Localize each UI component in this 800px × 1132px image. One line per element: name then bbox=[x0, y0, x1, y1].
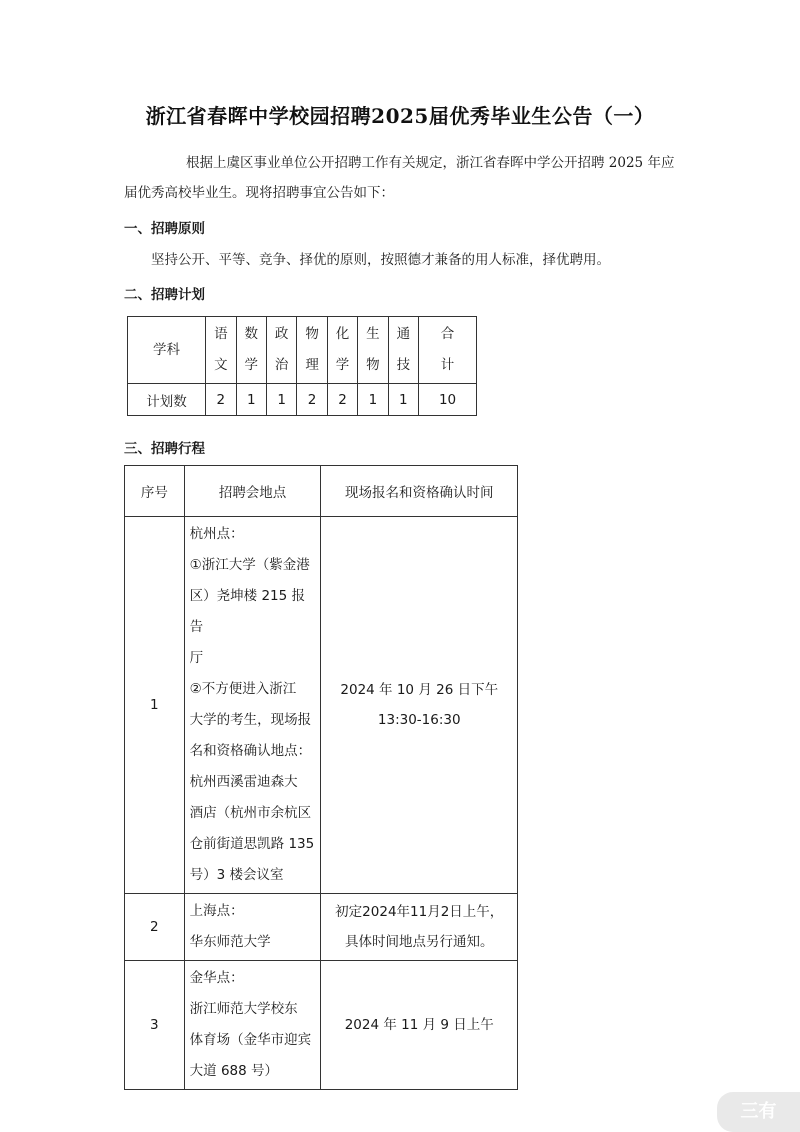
schedule-row bbox=[125, 894, 518, 961]
schedule-row-no: 3 bbox=[125, 961, 185, 1090]
schedule-row-time: 2024 年 10 月 26 日下午 13:30-16:30 bbox=[321, 517, 518, 894]
plan-count-cell: 1 bbox=[358, 384, 388, 416]
schedule-row-no: 2 bbox=[125, 894, 185, 961]
plan-subject-row bbox=[128, 317, 477, 384]
section-2-heading: 二、招聘计划 bbox=[124, 287, 205, 303]
schedule-row bbox=[125, 961, 518, 1090]
watermark-badge: 三有 bbox=[717, 1092, 800, 1132]
plan-count-row bbox=[128, 384, 477, 416]
intro-paragraph: 根据上虞区事业单位公开招聘工作有关规定，浙江省春晖中学公开招聘 2025 年应届优秀高校毕业生。现将招聘事宜公告如下： bbox=[124, 155, 675, 201]
section-3-heading: 三、招聘行程 bbox=[124, 441, 205, 457]
schedule-header-row bbox=[125, 466, 518, 517]
plan-subject-cell: 物 理 bbox=[297, 317, 327, 384]
schedule-row-location: 金华点： 浙江师范大学校东 体育场（金华市迎宾 大道 688 号） bbox=[184, 961, 321, 1090]
plan-count-cell: 2 bbox=[297, 384, 327, 416]
plan-header-subject: 学科 bbox=[128, 317, 206, 384]
recruitment-schedule-table bbox=[124, 465, 518, 1090]
plan-subject-cell: 生 物 bbox=[358, 317, 388, 384]
plan-count-cell: 2 bbox=[206, 384, 236, 416]
plan-count-cell: 1 bbox=[236, 384, 266, 416]
plan-subject-cell: 化 学 bbox=[327, 317, 357, 384]
schedule-row-no: 1 bbox=[125, 517, 185, 894]
plan-subject-cell: 数 学 bbox=[236, 317, 266, 384]
plan-header-count: 计划数 bbox=[128, 384, 206, 416]
plan-subject-cell: 语 文 bbox=[206, 317, 236, 384]
schedule-col-time: 现场报名和资格确认时间 bbox=[321, 466, 518, 517]
schedule-row bbox=[125, 517, 518, 894]
page-title: 浙江省春晖中学校园招聘2025届优秀毕业生公告（一） bbox=[145, 104, 655, 128]
plan-total-cell: 10 bbox=[419, 384, 477, 416]
schedule-col-no: 序号 bbox=[125, 466, 185, 517]
plan-subject-cell: 通 技 bbox=[388, 317, 418, 384]
schedule-row-location: 杭州点： ①浙江大学（紫金港 区）尧坤楼 215 报告 厅 ②不方便进入浙江 大学的考生，现场报 名和资格确认地点： 杭州西溪雷迪森大 酒店（杭州市余杭区 仓前街道思凯路 135 号）3 楼会议室 bbox=[184, 517, 321, 894]
section-1-body: 坚持公开、平等、竞争、择优的原则，按照德才兼备的用人标准，择优聘用。 bbox=[151, 252, 610, 268]
section-1-heading: 一、招聘原则 bbox=[124, 221, 205, 237]
plan-count-cell: 1 bbox=[266, 384, 296, 416]
plan-subject-cell: 政 治 bbox=[266, 317, 296, 384]
plan-count-cell: 1 bbox=[388, 384, 418, 416]
plan-count-cell: 2 bbox=[327, 384, 357, 416]
plan-total-header: 合 计 bbox=[419, 317, 477, 384]
schedule-row-time: 初定2024年11月2日上午， 具体时间地点另行通知。 bbox=[321, 894, 518, 961]
recruitment-plan-table bbox=[127, 316, 477, 416]
schedule-row-location: 上海点： 华东师范大学 bbox=[184, 894, 321, 961]
schedule-col-location: 招聘会地点 bbox=[184, 466, 321, 517]
schedule-row-time: 2024 年 11 月 9 日上午 bbox=[321, 961, 518, 1090]
